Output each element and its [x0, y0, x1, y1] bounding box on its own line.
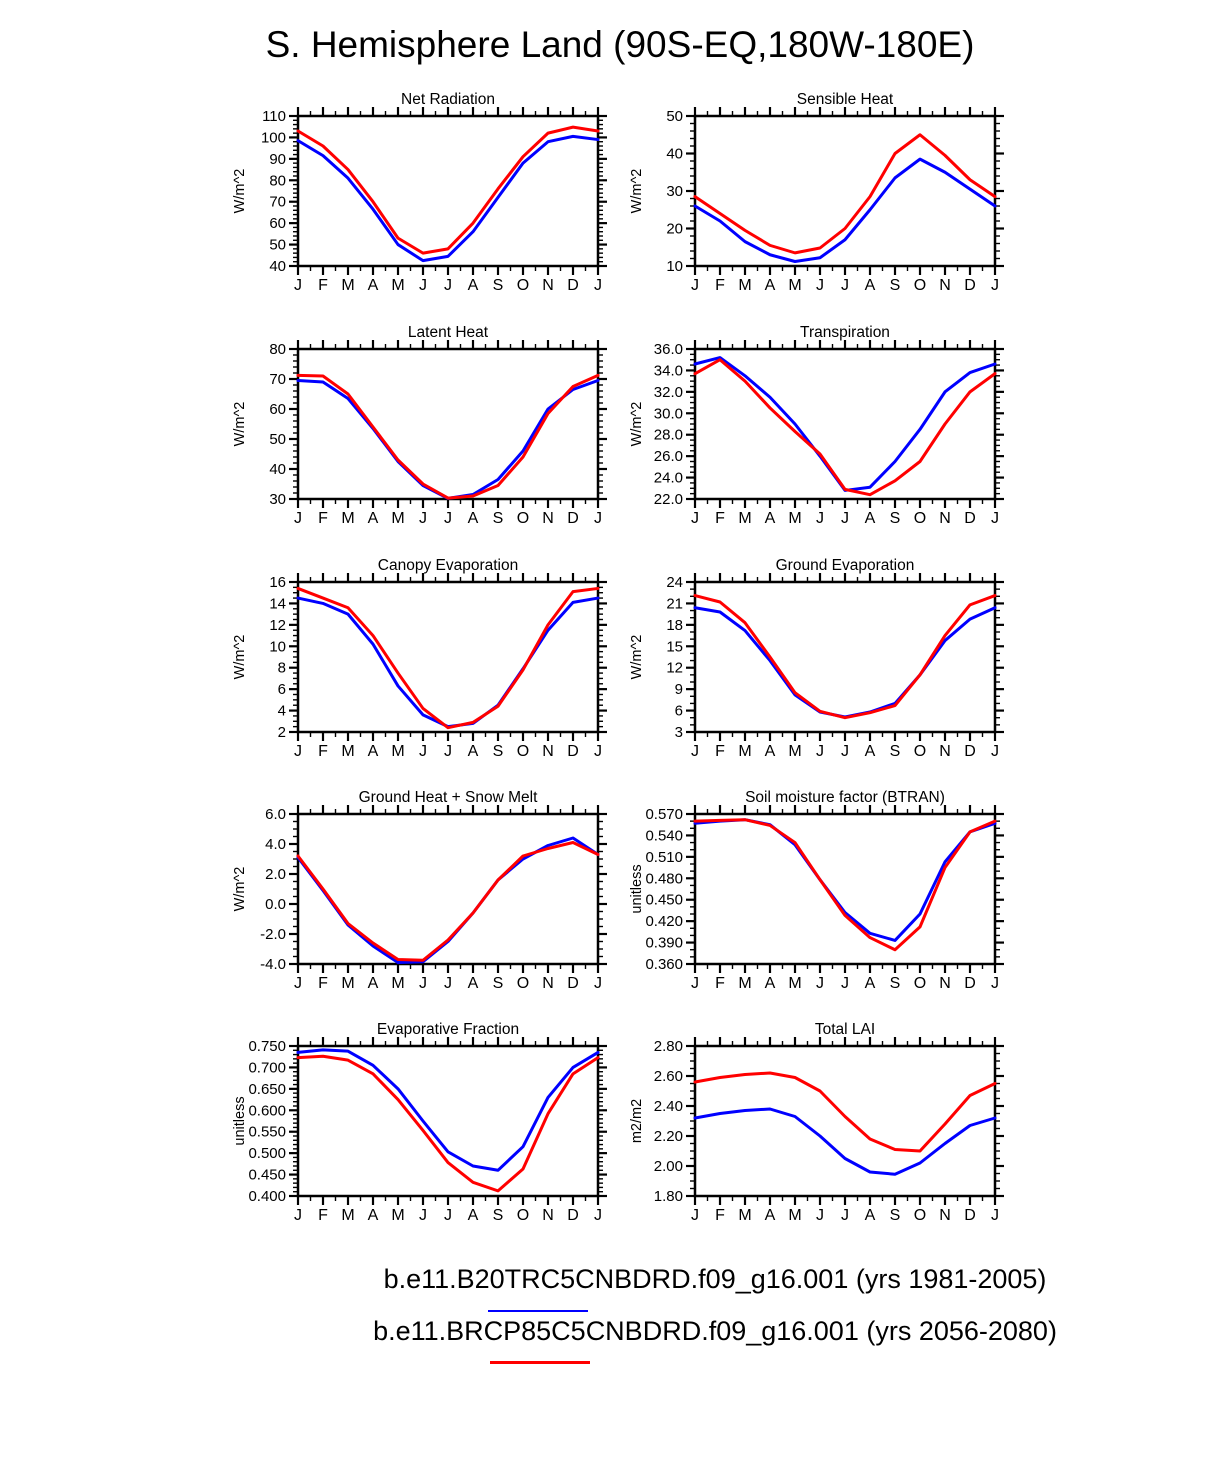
y-tick-label: 90 — [269, 150, 286, 168]
x-tick-label: O — [516, 743, 530, 760]
y-tick-label: 0.360 — [645, 956, 683, 973]
y-tick-label: 0.570 — [645, 806, 683, 823]
x-tick-label: F — [715, 1207, 725, 1224]
x-tick-label: M — [391, 277, 405, 294]
soil-moisture-factor-btran-series-rcp85 — [695, 820, 995, 950]
y-tick-label: 12 — [269, 616, 286, 634]
x-tick-label: M — [391, 975, 405, 992]
chart-ground-heat-snow-melt — [228, 776, 628, 1002]
y-tick-label: 50 — [269, 431, 286, 448]
x-tick-label: M — [788, 975, 802, 992]
soil-moisture-factor-btran-series-historical — [695, 820, 995, 941]
y-tick-label: 9 — [674, 681, 683, 699]
x-tick-label: J — [294, 510, 302, 527]
plot-frame — [695, 814, 995, 964]
y-tick-label: 16 — [269, 574, 286, 591]
y-tick-label: 30.0 — [653, 405, 683, 423]
chart-canopy-evaporation — [228, 544, 628, 770]
x-tick-label: S — [889, 277, 901, 294]
x-tick-label: M — [788, 743, 802, 760]
chart-panel-evaporative-fraction — [228, 1008, 628, 1234]
y-tick-label: 14 — [269, 595, 286, 613]
chart-ground-evaporation — [625, 544, 1025, 770]
x-tick-label: J — [419, 975, 427, 992]
x-tick-label: M — [391, 743, 405, 760]
transpiration-series-rcp85 — [695, 360, 995, 495]
y-tick-label: 1.80 — [653, 1188, 683, 1205]
y-tick-label: 24.0 — [653, 469, 683, 487]
y-tick-label: 6.0 — [265, 806, 286, 823]
x-tick-label: M — [341, 975, 355, 992]
chart-latent-heat — [228, 311, 628, 537]
x-tick-label: A — [467, 743, 479, 760]
sensible-heat-series-historical — [695, 159, 995, 261]
legend-label-historical: b.e11.B20TRC5CNBDRD.f09_g16.001 (yrs 1981-2005) — [383, 1264, 1047, 1294]
y-tick-label: 6 — [277, 681, 286, 699]
x-tick-label: M — [738, 510, 752, 527]
y-tick-label: 0.700 — [248, 1059, 286, 1077]
chart-sensible-heat — [625, 78, 1025, 304]
x-tick-label: F — [715, 510, 725, 527]
y-tick-label: 0.500 — [248, 1145, 286, 1163]
chart-title: Soil moisture factor (BTRAN) — [745, 789, 945, 806]
x-tick-label: F — [318, 975, 328, 992]
y-tick-label: 2.00 — [653, 1158, 683, 1175]
x-tick-label: S — [889, 743, 901, 760]
x-tick-label: J — [594, 510, 602, 527]
y-axis-label: W/m^2 — [232, 401, 248, 447]
x-tick-label: J — [294, 743, 302, 760]
y-tick-label: 100 — [260, 129, 286, 147]
x-tick-label: J — [841, 743, 849, 760]
y-tick-label: 8 — [277, 659, 286, 677]
x-tick-label: S — [492, 743, 504, 760]
y-tick-label: 0.400 — [248, 1188, 286, 1205]
x-tick-label: J — [691, 743, 699, 760]
y-axis-label: W/m^2 — [629, 634, 645, 680]
x-tick-label: F — [318, 1207, 328, 1224]
x-tick-label: J — [444, 975, 452, 992]
y-tick-label: 28.0 — [653, 426, 683, 444]
legend-line-sample-blue — [488, 1310, 588, 1312]
x-tick-label: D — [567, 1207, 579, 1224]
canopy-evaporation-series-rcp85 — [298, 588, 598, 727]
y-tick-label: 0.420 — [645, 913, 683, 931]
evaporative-fraction-series-historical — [298, 1050, 598, 1170]
x-tick-label: M — [341, 510, 355, 527]
x-tick-label: A — [864, 277, 876, 294]
y-tick-label: 50 — [666, 108, 683, 125]
ground-evaporation-series-rcp85 — [695, 596, 995, 718]
y-tick-label: -2.0 — [260, 926, 286, 943]
x-tick-label: O — [913, 975, 927, 992]
x-tick-label: A — [764, 975, 776, 992]
x-tick-label: O — [913, 743, 927, 760]
chart-title: Ground Evaporation — [775, 557, 915, 574]
figure-title: S. Hemisphere Land (90S-EQ,180W-180E) — [265, 24, 975, 65]
sensible-heat-series-rcp85 — [695, 135, 995, 253]
x-tick-label: D — [567, 975, 579, 992]
x-tick-label: N — [542, 510, 554, 527]
x-tick-label: M — [738, 743, 752, 760]
x-tick-label: F — [715, 975, 725, 992]
x-tick-label: S — [889, 510, 901, 527]
chart-panel-total-lai — [625, 1008, 1025, 1234]
y-tick-label: 10 — [666, 258, 683, 275]
x-tick-label: M — [788, 510, 802, 527]
x-tick-label: S — [889, 1207, 901, 1224]
x-tick-label: J — [691, 510, 699, 527]
x-tick-label: A — [467, 975, 479, 992]
x-tick-label: S — [889, 975, 901, 992]
legend-label-rcp85: b.e11.BRCP85C5CNBDRD.f09_g16.001 (yrs 2056-2080) — [373, 1316, 1057, 1346]
x-tick-label: F — [318, 510, 328, 527]
ground-heat-snow-melt-series-historical — [298, 838, 598, 963]
x-tick-label: D — [964, 743, 976, 760]
y-tick-label: 0.0 — [265, 896, 286, 913]
x-tick-label: M — [738, 975, 752, 992]
chart-title: Net Radiation — [401, 91, 495, 108]
x-tick-label: A — [864, 743, 876, 760]
x-tick-label: J — [444, 1207, 452, 1224]
x-tick-label: S — [492, 1207, 504, 1224]
x-tick-label: M — [788, 1207, 802, 1224]
x-tick-label: J — [419, 1207, 427, 1224]
x-tick-label: O — [516, 510, 530, 527]
chart-title: Latent Heat — [407, 324, 489, 341]
legend-line-sample-red — [490, 1361, 590, 1364]
chart-panel-ground-evaporation — [625, 544, 1025, 770]
ground-evaporation-series-historical — [695, 608, 995, 717]
y-tick-label: 2.0 — [265, 866, 286, 883]
x-tick-label: A — [367, 277, 379, 294]
x-tick-label: D — [567, 510, 579, 527]
x-tick-label: J — [444, 510, 452, 527]
x-tick-label: A — [764, 1207, 776, 1224]
y-tick-label: 0.450 — [645, 891, 683, 909]
chart-total-lai — [625, 1008, 1025, 1234]
x-tick-label: A — [367, 510, 379, 527]
x-tick-label: J — [816, 975, 824, 992]
x-tick-label: J — [841, 510, 849, 527]
chart-title: Total LAI — [814, 1021, 876, 1038]
x-tick-label: N — [939, 510, 951, 527]
y-tick-label: 80 — [269, 341, 286, 358]
y-tick-label: 0.390 — [645, 934, 683, 952]
x-tick-label: J — [991, 1207, 999, 1224]
x-tick-label: A — [467, 510, 479, 527]
x-tick-label: M — [341, 1207, 355, 1224]
x-tick-label: O — [913, 277, 927, 294]
x-tick-label: A — [864, 1207, 876, 1224]
x-tick-label: J — [419, 743, 427, 760]
y-axis-label: W/m^2 — [232, 168, 248, 214]
x-tick-label: D — [964, 277, 976, 294]
x-tick-label: O — [516, 975, 530, 992]
plot-frame — [298, 116, 598, 266]
y-tick-label: 40 — [269, 461, 286, 478]
x-tick-label: N — [939, 975, 951, 992]
x-tick-label: O — [913, 510, 927, 527]
y-tick-label: 50 — [269, 236, 286, 254]
y-tick-label: 34.0 — [653, 362, 683, 380]
y-tick-label: -4.0 — [260, 956, 286, 973]
chart-title: Sensible Heat — [796, 91, 894, 108]
x-tick-label: S — [492, 277, 504, 294]
x-tick-label: M — [341, 743, 355, 760]
latent-heat-series-historical — [298, 381, 598, 499]
y-tick-label: 0.480 — [645, 870, 683, 888]
x-tick-label: S — [492, 975, 504, 992]
x-tick-label: N — [939, 743, 951, 760]
x-tick-label: D — [964, 1207, 976, 1224]
x-tick-label: J — [419, 277, 427, 294]
y-tick-label: 0.650 — [248, 1080, 286, 1098]
x-tick-label: A — [367, 1207, 379, 1224]
y-tick-label: 26.0 — [653, 448, 683, 466]
y-tick-label: 40 — [666, 145, 683, 163]
x-tick-label: J — [594, 1207, 602, 1224]
x-tick-label: J — [594, 743, 602, 760]
y-tick-label: 2.60 — [653, 1068, 683, 1085]
x-tick-label: J — [816, 277, 824, 294]
x-tick-label: J — [594, 975, 602, 992]
x-tick-label: J — [444, 277, 452, 294]
net-radiation-series-historical — [298, 136, 598, 260]
plot-frame — [695, 582, 995, 732]
y-tick-label: 22.0 — [653, 491, 683, 508]
x-tick-label: J — [294, 975, 302, 992]
x-tick-label: J — [691, 1207, 699, 1224]
x-tick-label: M — [341, 277, 355, 294]
chart-soil-moisture-factor-btran — [625, 776, 1025, 1002]
y-axis-label: W/m^2 — [232, 634, 248, 680]
x-tick-label: J — [816, 1207, 824, 1224]
y-axis-label: m2/m2 — [629, 1098, 645, 1144]
x-tick-label: J — [841, 1207, 849, 1224]
x-tick-label: A — [764, 277, 776, 294]
chart-panel-latent-heat — [228, 311, 628, 537]
y-tick-label: 60 — [269, 401, 286, 418]
y-tick-label: 80 — [269, 172, 286, 190]
x-tick-label: A — [764, 510, 776, 527]
y-tick-label: 0.550 — [248, 1123, 286, 1141]
y-tick-label: 2.80 — [653, 1038, 683, 1055]
y-tick-label: 110 — [262, 108, 286, 125]
y-tick-label: 4.0 — [265, 836, 286, 853]
x-tick-label: F — [715, 277, 725, 294]
y-tick-label: 30 — [666, 183, 683, 200]
x-tick-label: D — [567, 277, 579, 294]
y-tick-label: 12 — [666, 659, 683, 677]
plot-frame — [298, 1046, 598, 1196]
x-tick-label: J — [419, 510, 427, 527]
y-tick-label: 0.510 — [645, 848, 683, 866]
y-axis-label: W/m^2 — [232, 866, 248, 912]
plot-frame — [695, 1046, 995, 1196]
chart-title: Evaporative Fraction — [376, 1021, 520, 1038]
chart-panel-transpiration — [625, 311, 1025, 537]
chart-title: Ground Heat + Snow Melt — [358, 789, 538, 806]
x-tick-label: N — [542, 975, 554, 992]
x-tick-label: N — [542, 1207, 554, 1224]
y-tick-label: 32.0 — [653, 383, 683, 401]
y-tick-label: 24 — [666, 574, 683, 591]
y-tick-label: 6 — [674, 702, 683, 720]
y-tick-label: 2.20 — [653, 1128, 683, 1145]
y-axis-label: W/m^2 — [629, 401, 645, 447]
chart-panel-net-radiation — [228, 78, 628, 304]
y-tick-label: 60 — [269, 215, 286, 233]
x-tick-label: S — [492, 510, 504, 527]
y-tick-label: 0.540 — [645, 827, 683, 845]
chart-panel-ground-heat-snow-melt — [228, 776, 628, 1002]
chart-panel-soil-moisture-factor — [625, 776, 1025, 1002]
x-tick-label: A — [367, 975, 379, 992]
x-tick-label: J — [816, 743, 824, 760]
x-tick-label: A — [864, 975, 876, 992]
y-tick-label: 4 — [277, 702, 286, 720]
y-axis-label: W/m^2 — [629, 168, 645, 214]
x-tick-label: O — [516, 277, 530, 294]
chart-panel-sensible-heat — [625, 78, 1025, 304]
net-radiation-series-rcp85 — [298, 127, 598, 253]
x-tick-label: F — [318, 743, 328, 760]
x-tick-label: N — [939, 1207, 951, 1224]
y-tick-label: 2 — [277, 724, 286, 741]
chart-transpiration — [625, 311, 1025, 537]
x-tick-label: O — [913, 1207, 927, 1224]
y-tick-label: 70 — [269, 371, 286, 388]
x-tick-label: F — [318, 277, 328, 294]
x-tick-label: N — [542, 743, 554, 760]
chart-evaporative-fraction — [228, 1008, 628, 1234]
x-tick-label: A — [864, 510, 876, 527]
chart-title: Transpiration — [800, 324, 890, 341]
x-tick-label: J — [444, 743, 452, 760]
x-tick-label: J — [691, 975, 699, 992]
y-tick-label: 0.750 — [248, 1038, 286, 1055]
x-tick-label: J — [294, 277, 302, 294]
y-tick-label: 10 — [269, 638, 286, 656]
x-tick-label: D — [567, 743, 579, 760]
x-tick-label: J — [594, 277, 602, 294]
x-tick-label: J — [691, 277, 699, 294]
x-tick-label: J — [294, 1207, 302, 1224]
x-tick-label: N — [939, 277, 951, 294]
y-tick-label: 30 — [269, 491, 286, 508]
x-tick-label: A — [764, 743, 776, 760]
y-tick-label: 15 — [666, 638, 683, 656]
x-tick-label: J — [841, 277, 849, 294]
y-tick-label: 70 — [269, 193, 286, 211]
x-tick-label: J — [991, 743, 999, 760]
x-tick-label: D — [964, 975, 976, 992]
x-tick-label: J — [841, 975, 849, 992]
y-tick-label: 2.40 — [653, 1098, 683, 1115]
x-tick-label: M — [391, 1207, 405, 1224]
chart-panel-canopy-evaporation — [228, 544, 628, 770]
x-tick-label: M — [391, 510, 405, 527]
x-tick-label: N — [542, 277, 554, 294]
x-tick-label: J — [991, 277, 999, 294]
x-tick-label: M — [788, 277, 802, 294]
x-tick-label: O — [516, 1207, 530, 1224]
y-tick-label: 36.0 — [653, 341, 683, 358]
y-tick-label: 20 — [666, 220, 683, 238]
chart-net-radiation — [228, 78, 628, 304]
y-axis-label: unitless — [232, 1096, 248, 1146]
chart-title: Canopy Evaporation — [377, 557, 519, 574]
y-tick-label: 0.600 — [248, 1102, 286, 1120]
plot-frame — [298, 349, 598, 499]
y-axis-label: unitless — [629, 864, 645, 914]
x-tick-label: A — [467, 1207, 479, 1224]
x-tick-label: A — [467, 277, 479, 294]
x-tick-label: J — [991, 975, 999, 992]
x-tick-label: F — [715, 743, 725, 760]
x-tick-label: A — [367, 743, 379, 760]
x-tick-label: D — [964, 510, 976, 527]
y-tick-label: 18 — [666, 616, 683, 634]
y-tick-label: 40 — [269, 258, 286, 275]
evaporative-fraction-series-rcp85 — [298, 1056, 598, 1191]
y-tick-label: 21 — [666, 595, 683, 613]
x-tick-label: M — [738, 1207, 752, 1224]
x-tick-label: J — [991, 510, 999, 527]
plot-frame — [695, 116, 995, 266]
x-tick-label: J — [816, 510, 824, 527]
y-tick-label: 3 — [674, 724, 683, 741]
y-tick-label: 0.450 — [248, 1166, 286, 1184]
x-tick-label: M — [738, 277, 752, 294]
